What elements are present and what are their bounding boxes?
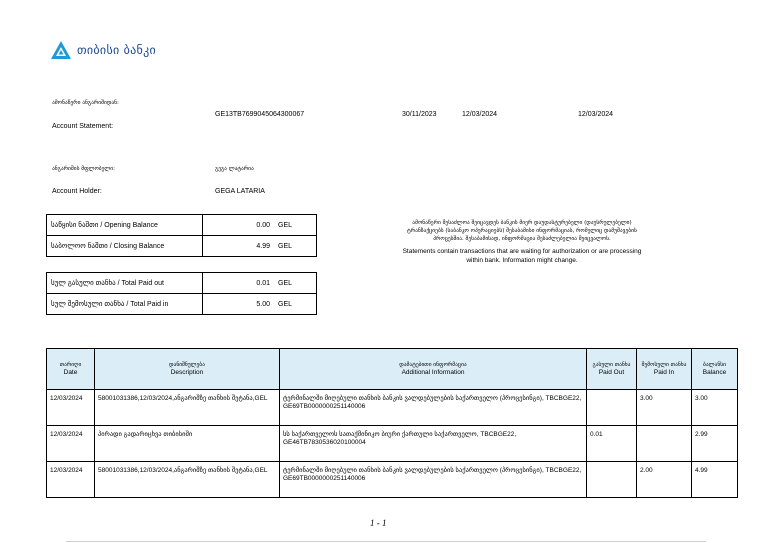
closing-balance-value: 4.99 [203,236,275,257]
header-description [95,349,280,390]
row-balance: 3.00 [692,390,738,426]
table-header-row [47,349,738,390]
statement-label-ka: ამონაწერი ანგარიშიდან: [52,100,119,106]
row-balance: 2.99 [692,426,738,462]
tbc-triangle-logo-icon [50,40,72,60]
holder-name-ka: გეგა ლატარია [215,166,254,172]
row-paid-in: 3.00 [637,390,692,426]
table-row [47,426,738,462]
holder-name-en: GEGA LATARIA [215,188,265,195]
period-from: 30/11/2023 [402,111,437,118]
header-paid-out-en: Paid Out [598,369,625,376]
row-date: 12/03/2024 [47,390,95,426]
header-additional-en: Additional Information [401,369,465,376]
opening-balance-currency: GEL [274,215,317,236]
header-balance [692,349,738,390]
row-additional-info: ტერმინალში მიღებული თანხის ბანკის ვალდებულების საქართველო (პროცესინგი), TBCBGE22, GE69TB0000000251140006 [280,390,587,426]
closing-balance-row [47,236,317,257]
row-description: 58001031386,12/03/2024,ანგარიშზე თანხის შეტანა,GEL [95,462,280,498]
opening-balance-row [47,215,317,236]
statement-date: 12/03/2024 [578,111,614,118]
closing-balance-currency: GEL [274,236,317,257]
transactions-table [46,348,738,498]
opening-balance-value: 0.00 [203,215,275,236]
header-balance-en: Balance [702,369,727,376]
page-number: 1 - 1 [370,518,387,528]
bank-name: თიბისი ბანკი [77,43,157,57]
row-date: 12/03/2024 [47,462,95,498]
row-additional-info: სს საქართველოს სათაქმინიკო ბიური ქართული საქართველო, TBCBGE22, GE46TB7830536020100004 [280,426,587,462]
closing-balance-label: საბოლოო ნაშთი / Closing Balance [47,236,203,257]
total-paid-in-value: 5.00 [203,294,275,315]
table-row [47,462,738,498]
row-additional-info: ტერმინალში მიღებული თანხის ბანკის ვალდებულების საქართველო (პროცესინგი), TBCBGE22, GE69TB0000000251140006 [280,462,587,498]
row-date: 12/03/2024 [47,426,95,462]
row-paid-out [587,390,637,426]
notice-ka: ამონაწერი შესაძლოა შეიცავდეს ბანკის მიერ დაუდასტურებელი (დაუსრულებელი) ტრანზაქციებს (საბანკო ოპერაციებს) შესაბამისი ინფორმაციას, რომელიც დამუშავების პროცესშია. შესაბამისად, ინფორმაცია შესაძლებელია შეიცვალოს. [407,220,637,242]
totals-table [46,272,317,315]
row-paid-in [637,426,692,462]
paid-out-row [47,273,317,294]
row-description: პირადი გადარიცხვა თიბისიში [95,426,280,462]
row-balance: 4.99 [692,462,738,498]
header-additional [280,349,587,390]
paid-in-row [47,294,317,315]
footer-divider [66,541,706,542]
row-description: 58001031386,12/03/2024,ანგარიშზე თანხის შეტანა,GEL [95,390,280,426]
total-paid-out-label: სულ გასული თანხა / Total Paid out [47,273,203,294]
statement-label-en: Account Statement: [52,123,114,130]
header-date-ka: თარიღი [59,362,82,368]
balance-table [46,214,317,257]
holder-label-en: Account Holder: [52,188,102,195]
row-paid-in: 2.00 [637,462,692,498]
row-paid-out [587,462,637,498]
header-description-en: Description [170,369,204,376]
total-paid-out-currency: GEL [274,273,317,294]
header-date-en: Date [63,369,78,376]
total-paid-out-value: 0.01 [203,273,275,294]
header-paid-in-ka: შემოსული თანხა [641,362,687,368]
header-balance-ka: ბალანსი [703,362,726,368]
opening-balance-label: საწყისი ნაშთი / Opening Balance [47,215,203,236]
header-description-ka: დანიშნულება [169,362,205,368]
header-paid-in [637,349,692,390]
period-to: 12/03/2024 [462,111,498,118]
statement-notice [398,219,646,265]
header-date [47,349,95,390]
header-paid-out [587,349,637,390]
total-paid-in-label: სულ შემოსული თანხა / Total Paid in [47,294,203,315]
header-paid-out-ka: გასული თანხა [592,362,631,368]
header-paid-in-en: Paid In [653,369,675,376]
bank-logo [50,40,156,60]
row-paid-out: 0.01 [587,426,637,462]
total-paid-in-currency: GEL [274,294,317,315]
header-additional-ka: დამატებითი ინფორმაცია [399,362,467,368]
account-number: GE13TB7699045064300067 [215,111,305,118]
notice-en: Statements contain transactions that are waiting for authorization or are processing within bank. Information might change. [402,248,642,264]
table-row [47,390,738,426]
holder-label-ka: ანგარიშის მფლობელი: [52,166,115,172]
